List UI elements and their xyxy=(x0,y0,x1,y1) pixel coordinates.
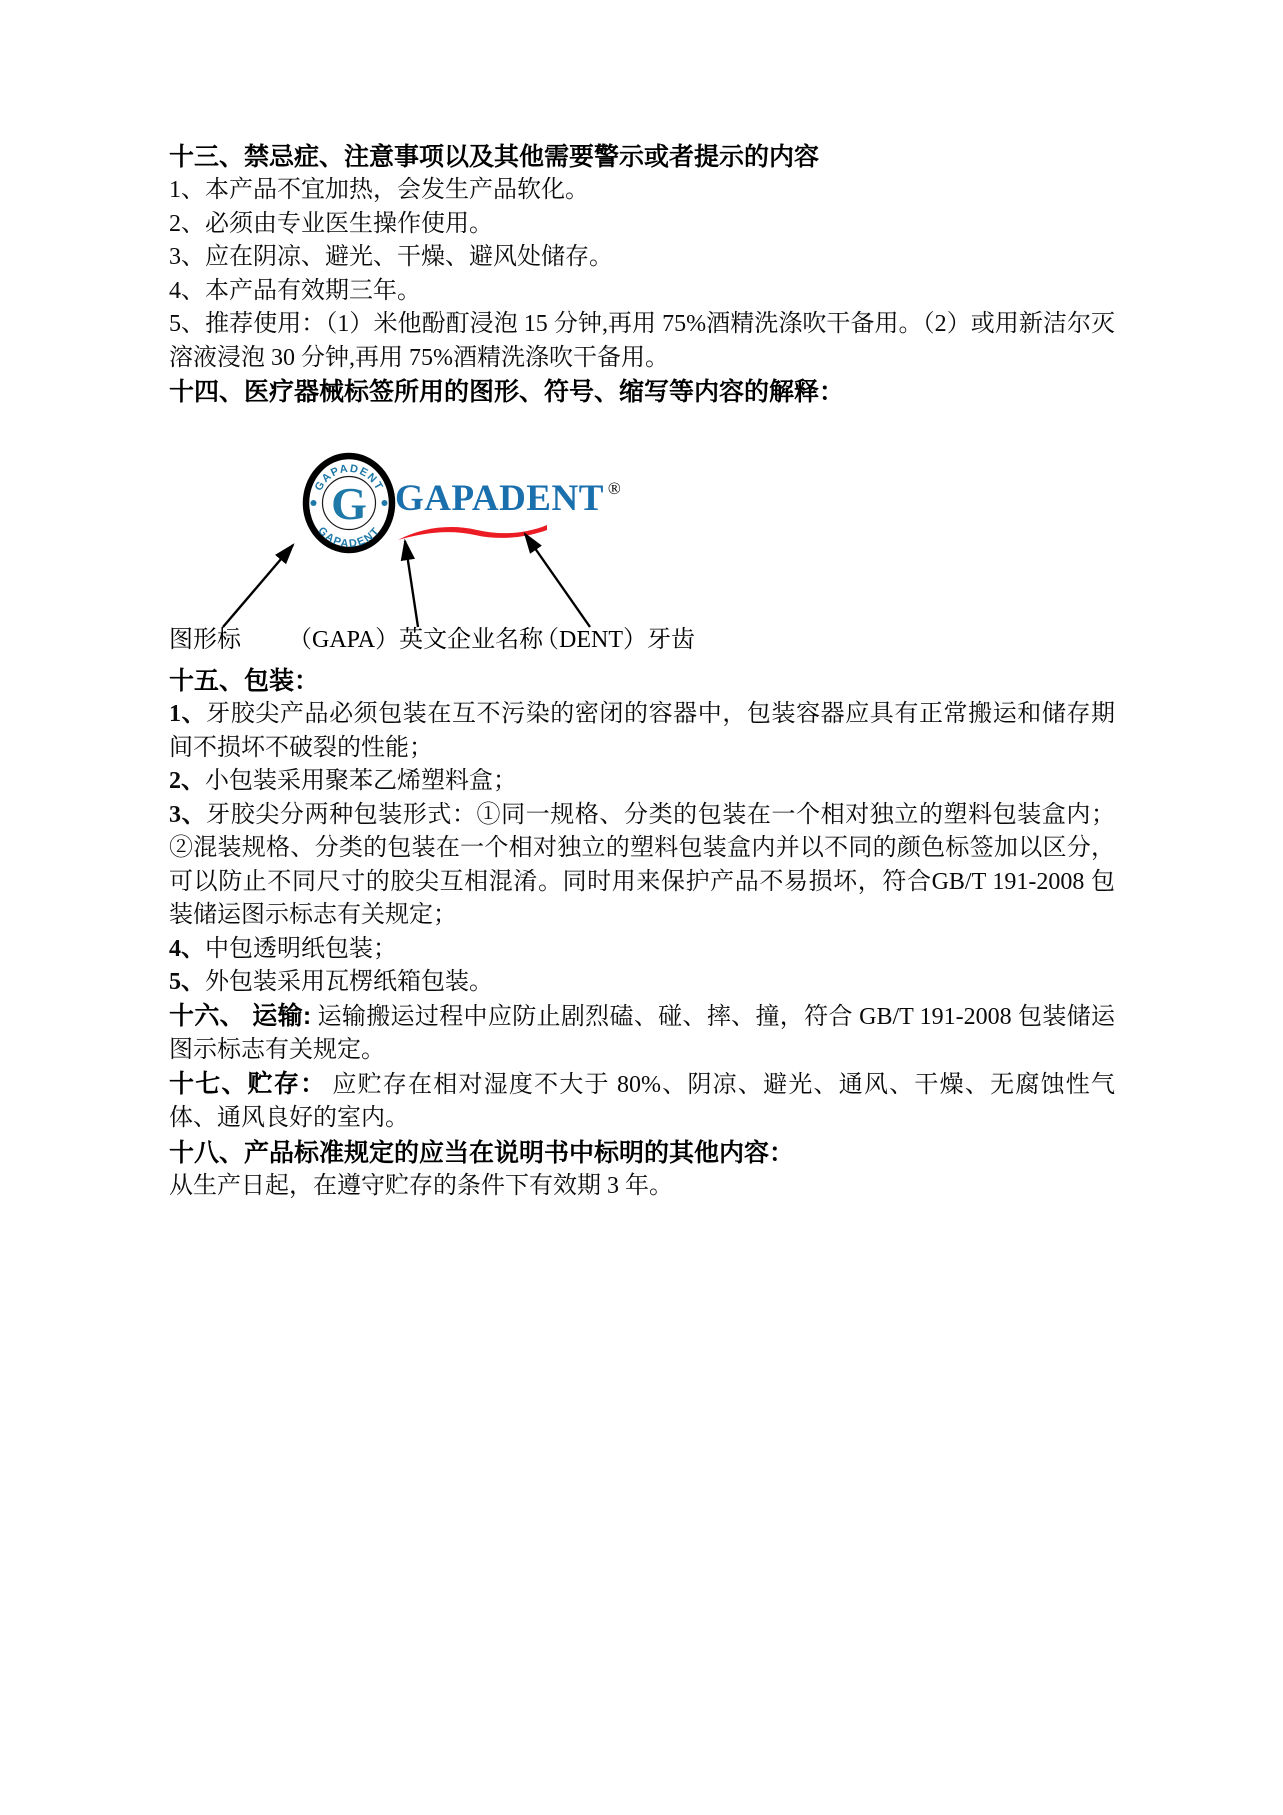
registered-trademark-icon: ® xyxy=(607,479,621,498)
section-14-heading: 十四、医疗器械标签所用的图形、符号、缩写等内容的解释： xyxy=(169,378,845,406)
item-text: 牙胶尖分两种包装形式：①同一规格、分类的包装在一个相对独立的塑料包装盒内；②混装规格、分类的包装在一个相对独立的塑料包装盒内并以不同的颜色标签加以区分，可以防止不同尺寸的胶尖互相混淆。同时用来保护产品不易损坏，符合GB/T 191-2008 包装储运图示标志有关规定； xyxy=(169,801,1116,928)
section-15-item-4 xyxy=(169,933,1115,967)
caption-graphic-mark: 图形标 xyxy=(169,627,241,653)
item-text: 牙胶尖产品必须包装在互不污染的密闭的容器中，包装容器应具有正常搬运和储存期间不损坏不破裂的性能； xyxy=(169,701,1116,761)
item-number: 4、 xyxy=(169,935,205,962)
section-17-text: 应贮存在相对湿度不大于 80%、阴凉、避光、通风、干燥、无腐蚀性气体、通风良好的室内。 xyxy=(169,1071,1115,1131)
section-15-item-2 xyxy=(169,765,1115,799)
arrow-to-wordmark-icon xyxy=(525,534,590,627)
section-13-item-5: 5、推荐使用：（1）米他酚酊浸泡 15 分钟,再用 75%酒精洗涤吹干备用。（2）或用新洁尔灭溶液浸泡 30 分钟,再用 75%酒精洗涤吹干备用。 xyxy=(169,311,1115,371)
arrow-to-swoosh-icon xyxy=(405,541,418,627)
section-13-item-1: 1、本产品不宜加热，会发生产品软化。 xyxy=(169,177,589,203)
item-number: 1、 xyxy=(169,701,207,727)
item-number: 3、 xyxy=(169,801,207,828)
badge-top-text: GAPADENT xyxy=(312,462,386,493)
caption-dent-meaning: （DENT）牙齿 xyxy=(535,627,695,653)
item-text: 中包透明纸包装； xyxy=(205,935,397,962)
logo-caption-row xyxy=(169,624,1115,658)
item-text: 外包装采用瓦楞纸箱包装。 xyxy=(205,969,493,995)
section-13-item-4: 4、本产品有效期三年。 xyxy=(169,277,421,304)
wordmark-text: GAPADENT xyxy=(395,478,604,519)
section-13-item-2: 2、必须由专业医生操作使用。 xyxy=(169,210,493,237)
section-16-label: 十六、 运输: xyxy=(169,1001,312,1030)
logo-explanation-figure xyxy=(169,419,1115,664)
section-18-text: 从生产日起，在遵守贮存的条件下有效期 3 年。 xyxy=(169,1172,673,1199)
section-17-label: 十七、贮存： xyxy=(169,1069,327,1098)
document-content xyxy=(169,140,1115,1203)
item-number: 5、 xyxy=(169,969,205,995)
badge-center-letter: G xyxy=(331,478,367,529)
section-13-heading: 十三、禁忌症、注意事项以及其他需要警示或者提示的内容 xyxy=(169,143,820,171)
caption-gapa-meaning: （GAPA）英文企业名称 xyxy=(288,627,544,653)
section-18-heading: 十八、产品标准规定的应当在说明书中标明的其他内容： xyxy=(169,1138,795,1167)
section-17-paragraph xyxy=(169,1068,1115,1136)
section-13-item-3: 3、应在阴凉、避光、干燥、避风处储存。 xyxy=(169,244,613,270)
section-15-item-3 xyxy=(169,799,1115,933)
section-16-paragraph xyxy=(169,1000,1115,1068)
section-15-heading: 十五、包装： xyxy=(169,667,320,695)
badge-bottom-text: GAPADENT xyxy=(315,524,383,551)
section-15-item-5 xyxy=(169,966,1115,1000)
section-15-item-1 xyxy=(169,698,1115,765)
item-text: 小包装采用聚苯乙烯塑料盒； xyxy=(205,768,517,794)
item-number: 2、 xyxy=(169,768,205,794)
section-16-text: 运输搬运过程中应防止剧烈磕、碰、摔、撞，符合 GB/T 191-2008 包装储运图示标志有关规定。 xyxy=(169,1003,1115,1063)
arrow-to-badge-icon xyxy=(223,545,293,627)
